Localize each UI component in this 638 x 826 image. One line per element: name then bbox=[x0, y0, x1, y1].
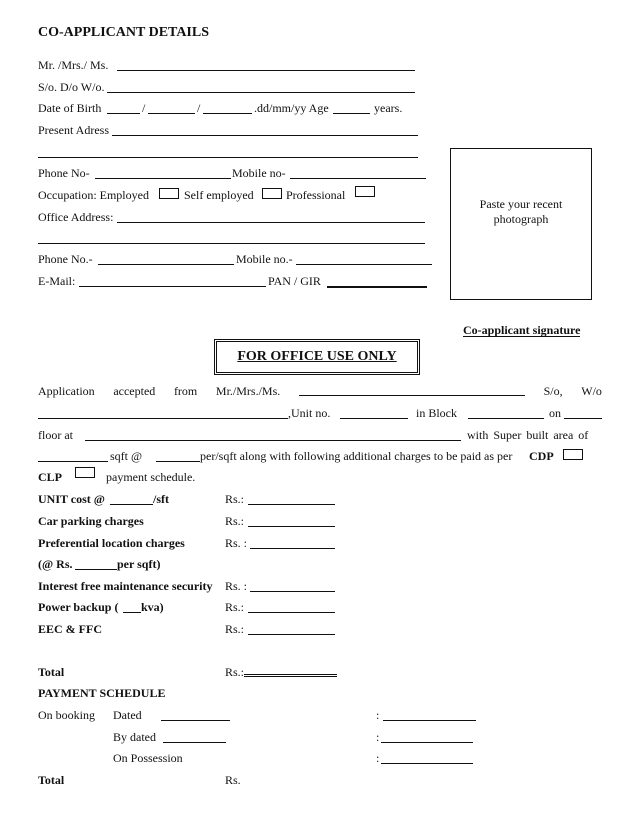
office-use-title: FOR OFFICE USE ONLY bbox=[237, 349, 397, 364]
floor-field[interactable] bbox=[85, 440, 461, 441]
rs-label: Rs.: bbox=[225, 514, 245, 528]
address-field[interactable] bbox=[112, 135, 418, 136]
so-word: S/o, bbox=[543, 384, 563, 398]
payment-total-label: Total bbox=[38, 773, 65, 787]
maintenance-field[interactable] bbox=[250, 591, 335, 592]
payment-total-rs: Rs. bbox=[225, 773, 241, 787]
relation-name-field[interactable] bbox=[38, 418, 288, 419]
mobile2-field[interactable] bbox=[296, 264, 432, 265]
colon: : bbox=[376, 708, 380, 722]
per-sqft-rate-field[interactable] bbox=[75, 569, 117, 570]
unit-cost-rate-field[interactable] bbox=[110, 504, 153, 505]
self-employed-label: Self employed bbox=[184, 188, 254, 202]
booking-amount-field[interactable] bbox=[383, 720, 476, 721]
office-address-field[interactable] bbox=[117, 222, 425, 223]
phone2-label: Phone No.- bbox=[38, 252, 93, 266]
photo-box[interactable] bbox=[450, 148, 592, 300]
eec-ffc-field[interactable] bbox=[248, 634, 335, 635]
by-date-amount-field[interactable] bbox=[381, 742, 473, 743]
years-label: years. bbox=[374, 101, 403, 115]
dated-label: Dated bbox=[113, 708, 142, 722]
email-field[interactable] bbox=[79, 286, 266, 287]
dob-month-field[interactable] bbox=[148, 113, 195, 114]
preferential-location-label: Preferential location charges bbox=[38, 536, 185, 550]
rs-label: Rs.: bbox=[225, 600, 245, 614]
age-field[interactable] bbox=[333, 113, 370, 114]
super-area-label: with Super built area of bbox=[467, 428, 589, 442]
name-field[interactable] bbox=[117, 70, 415, 71]
address-field-line2[interactable] bbox=[38, 157, 418, 158]
email-label: E-Mail: bbox=[38, 274, 76, 288]
unit-cost-label: UNIT cost @ bbox=[38, 492, 105, 506]
applicant-name-field[interactable] bbox=[299, 384, 525, 396]
rs-label: Rs.: bbox=[225, 622, 245, 636]
photo-instruction: Paste your recent photograph bbox=[479, 197, 563, 226]
by-date-field[interactable] bbox=[163, 742, 226, 743]
dob-format-label: .dd/mm/yy Age bbox=[254, 101, 329, 115]
possession-amount-field[interactable] bbox=[381, 763, 473, 764]
relation-field[interactable] bbox=[107, 92, 415, 93]
clp-checkbox[interactable] bbox=[75, 467, 95, 478]
mobile-label: Mobile no- bbox=[232, 166, 286, 180]
unit-cost-amount-field[interactable] bbox=[248, 504, 335, 505]
rs-label: Rs.: bbox=[225, 492, 245, 506]
power-backup-label: Power backup ( bbox=[38, 600, 119, 614]
payment-schedule-text: payment schedule. bbox=[106, 470, 196, 484]
on-booking-label: On booking bbox=[38, 708, 95, 722]
professional-label: Professional bbox=[286, 188, 346, 202]
power-backup-kva-field[interactable] bbox=[123, 612, 141, 613]
preferential-location-field[interactable] bbox=[250, 548, 335, 549]
phone-label: Phone No- bbox=[38, 166, 90, 180]
rs-label: Rs. : bbox=[225, 579, 248, 593]
by-dated-label: By dated bbox=[113, 730, 156, 744]
rate-text: per/sqft along with following additional charges to be paid as per bbox=[200, 449, 513, 463]
dob-separator: / bbox=[142, 101, 146, 115]
accepted-word: accepted bbox=[113, 384, 156, 398]
rate-field[interactable] bbox=[156, 461, 200, 462]
dob-label: Date of Birth bbox=[38, 101, 102, 115]
on-field[interactable] bbox=[564, 418, 602, 419]
from-word: from bbox=[173, 384, 198, 398]
pan-field[interactable] bbox=[327, 286, 427, 288]
area-field[interactable] bbox=[38, 461, 108, 462]
payment-schedule-heading: PAYMENT SCHEDULE bbox=[38, 686, 166, 700]
mobile-field[interactable] bbox=[290, 178, 426, 179]
dob-separator: / bbox=[197, 101, 201, 115]
dob-year-field[interactable] bbox=[203, 113, 252, 114]
page-title: CO-APPLICANT DETAILS bbox=[38, 25, 210, 40]
title-options: Mr./Mrs./Ms. bbox=[215, 384, 281, 398]
per-sqft-suffix: per sqft) bbox=[117, 557, 161, 571]
on-label: on bbox=[549, 406, 561, 420]
cdp-label: CDP bbox=[529, 449, 554, 463]
per-sqft-label: (@ Rs. bbox=[38, 557, 73, 571]
unit-field[interactable] bbox=[340, 418, 408, 419]
unit-cost-suffix: /sft bbox=[153, 492, 169, 506]
mobile2-label: Mobile no.- bbox=[236, 252, 293, 266]
office-address-label: Office Address: bbox=[38, 210, 114, 224]
professional-checkbox[interactable] bbox=[355, 186, 375, 197]
self-employed-checkbox[interactable] bbox=[262, 188, 282, 199]
power-backup-field[interactable] bbox=[248, 612, 335, 613]
floor-label: floor at bbox=[38, 428, 73, 442]
power-backup-suffix: kva) bbox=[141, 600, 164, 614]
name-label: Mr. /Mrs./ Ms. bbox=[38, 58, 109, 72]
sqft-label: sqft @ bbox=[110, 449, 143, 463]
cdp-checkbox[interactable] bbox=[563, 449, 583, 460]
block-field[interactable] bbox=[468, 418, 544, 419]
car-parking-label: Car parking charges bbox=[38, 514, 144, 528]
unit-label: ,Unit no. bbox=[288, 406, 331, 420]
charges-total-field[interactable] bbox=[244, 674, 337, 677]
wo-word: W/o bbox=[581, 384, 602, 398]
charges-total-label: Total bbox=[38, 665, 65, 679]
eec-ffc-label: EEC & FFC bbox=[38, 622, 102, 636]
dob-day-field[interactable] bbox=[107, 113, 140, 114]
office-address-field-line2[interactable] bbox=[38, 243, 425, 244]
signature-label: Co-applicant signature bbox=[463, 323, 581, 337]
pan-label: PAN / GIR bbox=[268, 274, 321, 288]
employed-checkbox[interactable] bbox=[159, 188, 179, 199]
office-use-box bbox=[214, 339, 420, 375]
rs-label: Rs. : bbox=[225, 536, 248, 550]
maintenance-label: Interest free maintenance security bbox=[38, 579, 213, 593]
car-parking-field[interactable] bbox=[248, 526, 335, 527]
rs-label: Rs.: bbox=[225, 665, 245, 679]
phone2-field[interactable] bbox=[98, 264, 234, 265]
phone-field[interactable] bbox=[95, 178, 231, 179]
address-label: Present Adress bbox=[38, 123, 109, 137]
booking-date-field[interactable] bbox=[161, 720, 230, 721]
block-label: in Block bbox=[416, 406, 457, 420]
application-line bbox=[38, 384, 602, 398]
application-word: Application bbox=[38, 384, 95, 398]
colon: : bbox=[376, 751, 380, 765]
clp-label: CLP bbox=[38, 470, 62, 484]
occupation-label: Occupation: Employed bbox=[38, 188, 149, 202]
colon: : bbox=[376, 730, 380, 744]
relation-label: S/o. D/o W/o. bbox=[38, 80, 105, 94]
on-possession-label: On Possession bbox=[113, 751, 183, 765]
